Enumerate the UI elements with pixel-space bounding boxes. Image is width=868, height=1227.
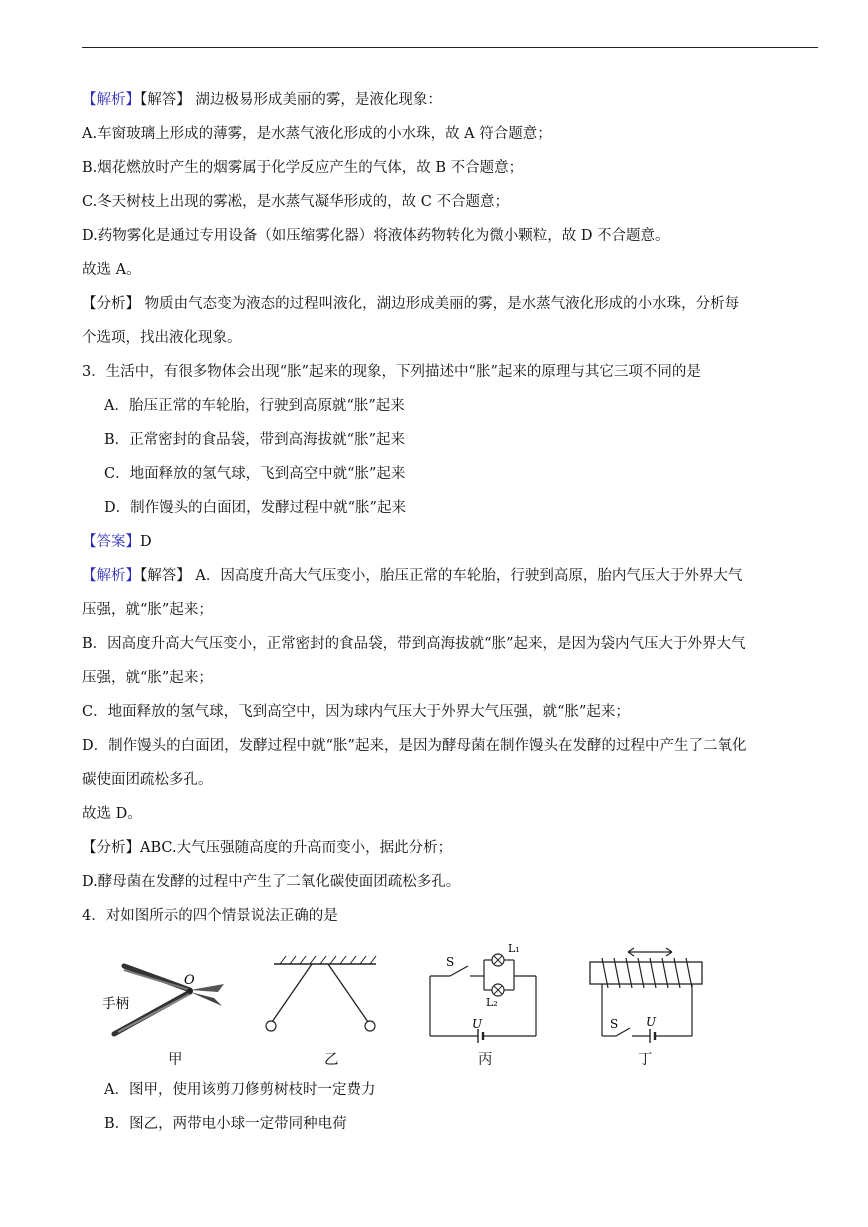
explain-head-text: 【解答】 湖边极易形成美丽的雾，是液化现象： xyxy=(140,92,442,108)
lamp1-label: L₁ xyxy=(508,942,520,955)
lamp2-label: L₂ xyxy=(486,996,498,1009)
q3-explain-line xyxy=(82,566,742,586)
q4-stem: 4．对如图所示的四个情景说法正确的是 xyxy=(82,908,338,924)
q3-explain-line: 碳使面团疏松多孔。 xyxy=(82,772,213,788)
q2-analysis-line: 个选项，找出液化现象。 xyxy=(82,330,242,346)
caption-yi: 乙 xyxy=(324,1052,339,1068)
explain-tag: 【解析】 xyxy=(82,568,140,584)
q3-answer xyxy=(82,532,152,552)
q4-option-b: B．图乙，两带电小球一定带同种电荷 xyxy=(104,1116,347,1132)
answer-tag: 【答案】 xyxy=(82,534,140,550)
switch2-label: S xyxy=(610,1017,619,1031)
q3-analysis-line: D.酵母菌在发酵的过程中产生了二氧化碳使面团疏松多孔。 xyxy=(82,874,461,890)
q3-option-a: A．胎压正常的车轮胎，行驶到高原就“胀”起来 xyxy=(104,398,405,414)
q4-option-a: A．图甲，使用该剪刀修剪树枝时一定费力 xyxy=(104,1082,376,1098)
q3-explain-line: 压强，就“胀”起来； xyxy=(82,670,213,686)
q3-option-b: B．正常密封的食品袋，带到高海拔就“胀”起来 xyxy=(104,432,405,448)
q2-analysis-line: 【分析】 物质由气态变为液态的过程叫液化，湖边形成美丽的雾，是水蒸气液化形成的小水珠，分析每 xyxy=(82,296,740,312)
caption-bing: 丙 xyxy=(478,1052,493,1068)
q3-explain-line: D．制作馒头的白面团，发酵过程中就“胀”起来，是因为酵母菌在制作馒头在发酵的过程中产生了二氧化 xyxy=(82,738,747,754)
voltage2-label: U xyxy=(646,1015,657,1029)
q3-explain-line: B．因高度升高大气压变小，正常密封的食品袋，带到高海拔就“胀”起来，是因为袋内气压大于外界大气 xyxy=(82,636,746,652)
hanging-balls-figure xyxy=(264,936,384,1046)
scissors-figure xyxy=(96,936,236,1046)
q3-explain-line: 压强，就“胀”起来； xyxy=(82,602,213,618)
q2-explain-head xyxy=(82,90,442,110)
circuit-figure xyxy=(426,936,546,1046)
voltage-label: U xyxy=(472,1017,483,1031)
q3-option-c: C．地面释放的氢气球，飞到高空中就“胀”起来 xyxy=(104,466,406,482)
header-rule xyxy=(82,47,818,48)
q2-explain-line: A.车窗玻璃上形成的薄雾，是水蒸气液化形成的小水珠，故 A 符合题意； xyxy=(82,126,552,142)
pivot-label: O xyxy=(184,973,195,988)
handle-label: 手柄 xyxy=(102,996,129,1012)
q3-analysis-line: 【分析】ABC.大气压强随高度的升高而变小，据此分析； xyxy=(82,840,453,856)
q2-explain-line: B.烟花燃放时产生的烟雾属于化学反应产生的气体，故 B 不合题意； xyxy=(82,160,524,176)
q3-conclusion: 故选 D。 xyxy=(82,806,142,822)
q3-option-d: D．制作馒头的白面团，发酵过程中就“胀”起来 xyxy=(104,500,406,516)
caption-jia: 甲 xyxy=(168,1052,183,1068)
q2-explain-line: C.冬天树枝上出现的雾凇，是水蒸气凝华形成的，故 C 不合题意； xyxy=(82,194,509,210)
answer-value: D xyxy=(140,534,152,550)
solenoid-figure xyxy=(586,936,716,1046)
caption-ding: 丁 xyxy=(638,1052,653,1068)
switch-label: S xyxy=(446,955,455,969)
q2-explain-line: D.药物雾化是通过专用设备（如压缩雾化器）将液体药物转化为微小颗粒，故 D 不合题意。 xyxy=(82,228,670,244)
q2-conclusion: 故选 A。 xyxy=(82,262,141,278)
explain-text: 【解答】 A．因高度升高大气压变小，胎压正常的车轮胎，行驶到高原，胎内气压大于外界大气 xyxy=(140,568,743,584)
q3-stem: 3．生活中，有很多物体会出现“胀”起来的现象，下列描述中“胀”起来的原理与其它三项不同的是 xyxy=(82,364,701,380)
explain-tag: 【解析】 xyxy=(82,92,140,108)
q4-figures xyxy=(96,936,716,1072)
q3-explain-line: C．地面释放的氢气球，飞到高空中，因为球内气压大于外界大气压强，就“胀”起来； xyxy=(82,704,630,720)
